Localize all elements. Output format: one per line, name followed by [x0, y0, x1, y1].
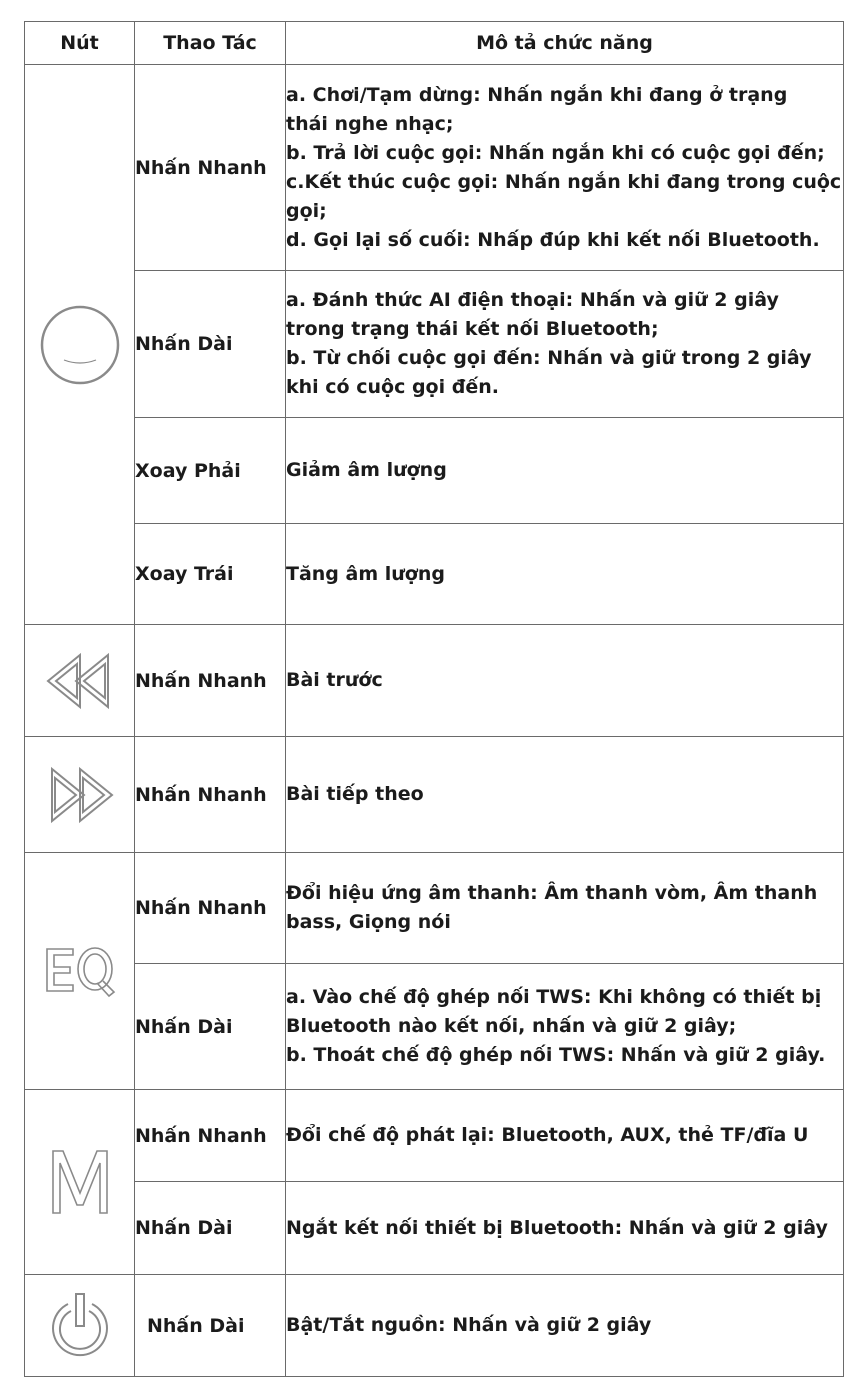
description-line: Bluetooth nào kết nối, nhấn và giữ 2 giây;	[286, 1015, 737, 1037]
description-line: Giảm âm lượng	[286, 459, 447, 481]
knob-icon	[38, 303, 122, 387]
description-cell	[286, 418, 844, 524]
description-line: thái nghe nhạc;	[286, 112, 454, 135]
description-cell	[286, 524, 844, 625]
table-row	[25, 964, 844, 1090]
table-row	[25, 1275, 844, 1377]
description-line: c.Kết thúc cuộc gọi: Nhấn ngắn khi đang trong cuộc	[286, 170, 842, 193]
description-line: bass, Giọng nói	[286, 911, 451, 933]
description-line: b. Trả lời cuộc gọi: Nhấn ngắn khi có cuộc gọi đến;	[286, 141, 825, 164]
table-row	[25, 418, 844, 524]
description-line: Bài tiếp theo	[286, 783, 424, 805]
description-cell	[286, 737, 844, 853]
description-line: a. Chơi/Tạm dừng: Nhấn ngắn khi đang ở trạng	[286, 83, 788, 106]
eq-icon	[43, 943, 117, 999]
description-line: trong trạng thái kết nối Bluetooth;	[286, 318, 659, 340]
mode-icon	[49, 1147, 111, 1217]
table-row	[25, 1090, 844, 1182]
description-line: b. Thoát chế độ ghép nối TWS: Nhấn và giữ 2 giây.	[286, 1044, 826, 1066]
description-cell	[286, 65, 844, 271]
action-cell: Nhấn Nhanh	[135, 737, 286, 853]
table-row	[25, 737, 844, 853]
header-description: Mô tả chức năng	[286, 22, 844, 65]
description-cell	[286, 853, 844, 964]
action-cell: Nhấn Dài	[135, 271, 286, 418]
button-function-table	[24, 21, 844, 1377]
action-cell: Xoay Trái	[135, 524, 286, 625]
action-cell: Nhấn Dài	[135, 1182, 286, 1275]
table-row	[25, 853, 844, 964]
action-cell: Nhấn Nhanh	[135, 853, 286, 964]
description-line: Tăng âm lượng	[286, 562, 445, 585]
description-line: Đổi hiệu ứng âm thanh: Âm thanh vòm, Âm thanh	[286, 882, 818, 904]
description-line: Bài trước	[286, 669, 383, 691]
table-row	[25, 524, 844, 625]
description-line: a. Vào chế độ ghép nối TWS: Khi không có thiết bị	[286, 986, 822, 1008]
power-button-cell	[25, 1275, 135, 1377]
table-row	[25, 625, 844, 737]
next-button-cell	[25, 737, 135, 853]
description-line: d. Gọi lại số cuối: Nhấp đúp khi kết nối Bluetooth.	[286, 228, 820, 251]
header-action: Thao Tác	[135, 22, 286, 65]
table-row	[25, 65, 844, 271]
description-cell	[286, 1275, 844, 1377]
knob-button-cell	[25, 65, 135, 625]
description-cell	[286, 1090, 844, 1182]
table-header-row	[25, 22, 844, 65]
previous-button-cell	[25, 625, 135, 737]
rewind-icon	[46, 651, 114, 711]
action-cell: Nhấn Nhanh	[135, 1090, 286, 1182]
description-cell	[286, 1182, 844, 1275]
description-line: b. Từ chối cuộc gọi đến: Nhấn và giữ trong 2 giây	[286, 347, 812, 369]
description-line: Ngắt kết nối thiết bị Bluetooth: Nhấn và giữ 2 giây	[286, 1216, 828, 1239]
description-line: Bật/Tắt nguồn: Nhấn và giữ 2 giây	[286, 1314, 652, 1336]
action-cell: Xoay Phải	[135, 418, 286, 524]
action-cell: Nhấn Dài	[135, 964, 286, 1090]
description-cell	[286, 625, 844, 737]
header-button: Nút	[25, 22, 135, 65]
description-line: a. Đánh thức AI điện thoại: Nhấn và giữ 2 giây	[286, 289, 779, 311]
table-row	[25, 271, 844, 418]
description-line: khi có cuộc gọi đến.	[286, 376, 499, 398]
action-cell: Nhấn Nhanh	[135, 65, 286, 271]
table-row	[25, 1182, 844, 1275]
description-cell	[286, 271, 844, 418]
mode-button-cell	[25, 1090, 135, 1275]
action-cell: Nhấn Nhanh	[135, 625, 286, 737]
description-line: Đổi chế độ phát lại: Bluetooth, AUX, thẻ TF/đĩa U	[286, 1124, 809, 1146]
fast-forward-icon	[46, 765, 114, 825]
description-line: gọi;	[286, 199, 327, 222]
eq-button-cell	[25, 853, 135, 1090]
action-cell: Nhấn Dài	[135, 1275, 286, 1377]
power-icon	[44, 1290, 116, 1362]
description-cell	[286, 964, 844, 1090]
